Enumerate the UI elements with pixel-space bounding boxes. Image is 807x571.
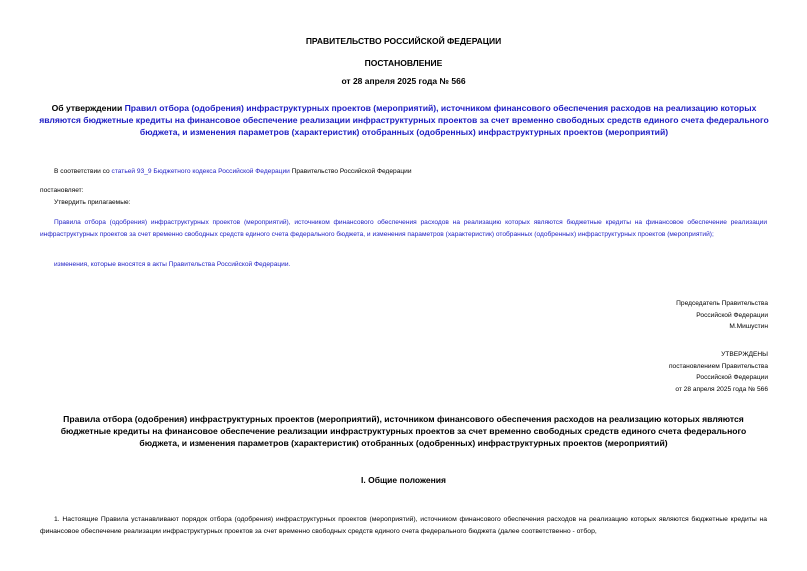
subject-title-link[interactable]: Правил отбора (одобрения) инфраструктурных проектов (мероприятий), источником финансового обеспечения расходов на реализацию которых являются бюджетные кредиты на финансовое обеспечение реализации инфраструктурных проектов за счет временно свободных средств единого счета федерального бюджета, и изменения параметров (характеристик) отобранных (одобренных) инфраструктурных проектов (мероприятий) <box>39 103 769 137</box>
document-type: ПОСТАНОВЛЕНИЕ <box>364 58 443 68</box>
document-subject <box>36 102 772 138</box>
signature-block <box>468 298 768 333</box>
signature-position-line1: Председатель Правительства <box>676 300 768 307</box>
preamble-paragraph <box>54 166 774 178</box>
subject-prefix: Об утверждении <box>51 103 125 113</box>
document-date-number: от 28 апреля 2025 года № 566 <box>341 76 466 86</box>
section-1-paragraph-1: 1. Настоящие Правила устанавливают порядок отбора (одобрения) инфраструктурных проектов (мероприятий), источником финансового обеспечения расходов на реализацию которых являются бюджетные кредиты на финансовое обеспечение реализации инфраструктурных проектов за счет временно свободных средств единого счета федерального бюджета (далее соответственно - отбор, <box>40 516 767 535</box>
preamble-text-before: В соответствии со <box>54 168 112 175</box>
budget-code-link[interactable]: статьей 93_9 Бюджетного кодекса Российской Федерации <box>111 168 290 175</box>
approval-line4: от 28 апреля 2025 года № 566 <box>675 385 768 393</box>
approved-rules-link[interactable]: Правила отбора (одобрения) инфраструктурных проектов (мероприятий), источником финансового обеспечения расходов на реализацию которых являются бюджетные кредиты на финансовое обеспечение реализации инфраструктурных проектов за счет временно свободных средств единого счета федерального бюджета, и изменения параметров (характеристик) отобранных (одобренных) инфраструктурных проектов (мероприятий); <box>40 219 767 238</box>
amendments-link[interactable]: изменения, которые вносятся в акты Правительства Российской Федерации. <box>54 261 291 268</box>
preamble-text-after: Правительство Российской Федерации <box>289 168 412 175</box>
approval-line1: УТВЕРЖДЕНЫ <box>721 351 768 358</box>
approval-block <box>468 349 768 395</box>
approval-line2: постановлением Правительства <box>668 362 768 370</box>
approve-text: Утвердить прилагаемые: <box>54 199 131 206</box>
government-heading: ПРАВИТЕЛЬСТВО РОССИЙСКОЙ ФЕДЕРАЦИИ <box>305 36 502 46</box>
approval-line3: Российской Федерации <box>696 374 768 381</box>
decides-text: постановляет: <box>40 187 84 194</box>
signature-position-line2: Российской Федерации <box>696 311 768 319</box>
section-1-title: I. Общие положения <box>361 475 446 485</box>
signatory-name: М.Мишустин <box>729 323 768 330</box>
rules-title: Правила отбора (одобрения) инфраструктурных проектов (мероприятий), источником финансового обеспечения расходов на реализацию которых являются бюджетные кредиты на финансовое обеспечение реализации инфраструктурных проектов за счет временно свободных средств единого счета федерального бюджета, и изменения параметров (характеристик) отобранных (одобренных) инфраструктурных проектов (мероприятий) <box>60 414 747 448</box>
